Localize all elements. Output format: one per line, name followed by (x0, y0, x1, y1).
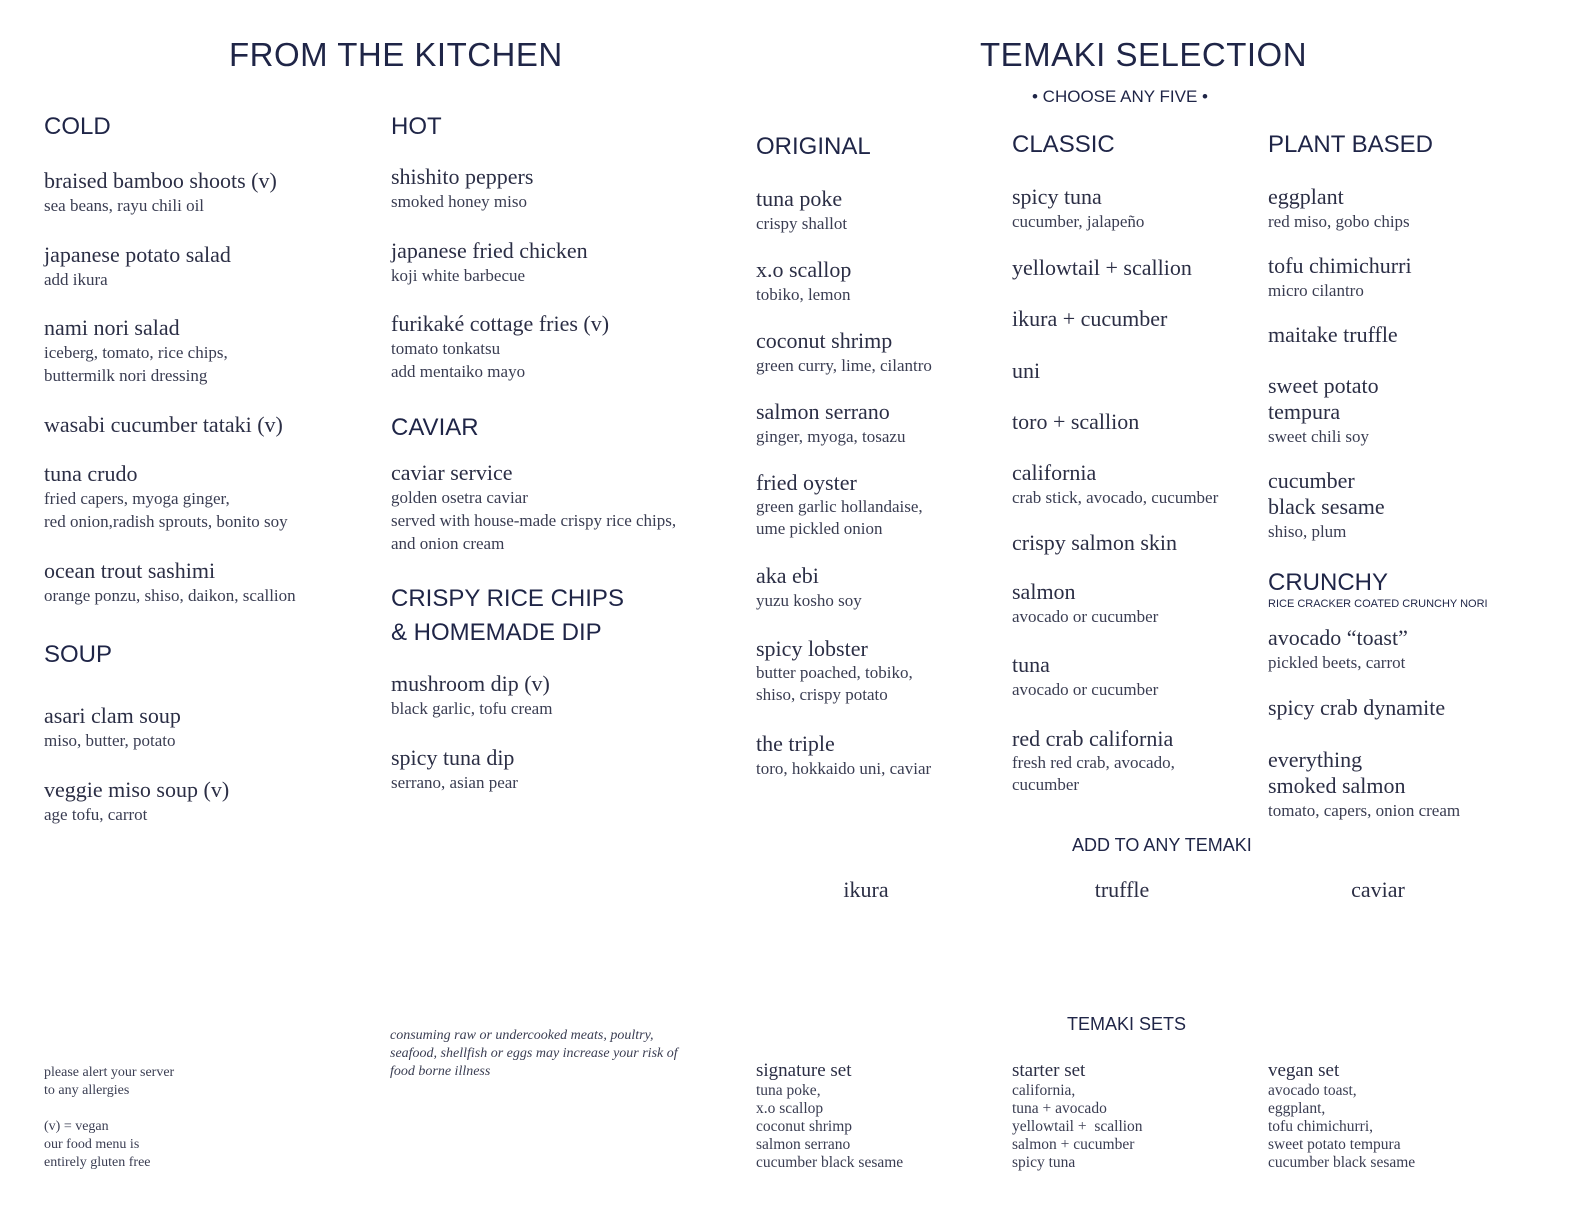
menu-item (1012, 306, 1257, 358)
item-desc: smoked honey miso (391, 192, 527, 211)
item-name: fried oyster (756, 470, 857, 495)
set-vegan (1268, 1060, 1508, 1172)
item-name: coconut shrimp (756, 328, 893, 353)
set-line: tuna + avocado (1012, 1100, 1107, 1117)
menu-item (1012, 358, 1257, 409)
addon-ikura: ikura (843, 877, 889, 902)
menu-item (44, 168, 364, 242)
item-name: tuna crudo (44, 461, 138, 486)
item-desc: buttermilk nori dressing (44, 366, 208, 385)
menu-item (391, 164, 721, 238)
set-line: spicy tuna (1012, 1154, 1076, 1171)
item-desc: cucumber (1012, 775, 1080, 794)
set-line: avocado toast, (1268, 1082, 1357, 1099)
original-items (756, 186, 1001, 780)
original-heading: ORIGINAL (756, 133, 871, 160)
menu-item (391, 460, 721, 555)
soup-heading: SOUP (44, 641, 113, 668)
set-name: signature set (756, 1060, 852, 1081)
item-desc: pickled beets, carrot (1268, 653, 1406, 672)
item-name: avocado “toast” (1268, 625, 1408, 650)
set-starter (1012, 1060, 1252, 1172)
note-line: consuming raw or undercooked meats, poultry, (390, 1028, 654, 1043)
item-name: spicy tuna dip (391, 745, 515, 770)
item-name: toro + scallion (1012, 409, 1140, 434)
note-line: entirely gluten free (44, 1155, 151, 1170)
menu-item (44, 412, 364, 461)
item-desc: shiso, plum (1268, 522, 1347, 541)
item-name: shishito peppers (391, 164, 534, 189)
item-desc: red miso, gobo chips (1268, 212, 1410, 231)
set-line: sweet potato tempura (1268, 1136, 1401, 1153)
soup-items (44, 703, 364, 827)
note-line: food borne illness (390, 1064, 491, 1079)
item-desc: served with house-made crispy rice chips, (391, 511, 677, 530)
item-desc: black garlic, tofu cream (391, 699, 553, 718)
caviar-heading: CAVIAR (391, 414, 479, 441)
item-name: furikaké cottage fries (v) (391, 311, 610, 336)
menu-item (1012, 460, 1257, 530)
menu-item (44, 315, 364, 412)
item-name: cucumber (1268, 468, 1355, 493)
plant-items (1268, 184, 1568, 543)
item-name: spicy tuna (1012, 184, 1102, 209)
item-desc: toro, hokkaido uni, caviar (756, 759, 932, 778)
set-name: starter set (1012, 1060, 1086, 1081)
item-desc: crab stick, avocado, cucumber (1012, 488, 1219, 507)
set-line: yellowtail + scallion (1012, 1118, 1143, 1135)
item-name: veggie miso soup (v) (44, 777, 230, 802)
item-name: uni (1012, 358, 1041, 383)
item-name: sweet potato (1268, 373, 1379, 398)
menu-item (1268, 747, 1568, 822)
allergy-note (44, 1064, 174, 1100)
vegan-note (44, 1118, 151, 1172)
sets-heading: TEMAKI SETS (1067, 1014, 1187, 1034)
item-name: asari clam soup (44, 703, 181, 728)
item-desc: tomato, capers, onion cream (1268, 801, 1461, 820)
item-name: everything (1268, 747, 1363, 772)
item-name: tempura (1268, 399, 1341, 424)
item-desc: ginger, myoga, tosazu (756, 427, 906, 446)
item-name: braised bamboo shoots (v) (44, 168, 277, 193)
note-line: please alert your server (44, 1065, 175, 1080)
crunchy-heading: CRUNCHY (1268, 569, 1388, 596)
item-name: california (1012, 460, 1097, 485)
item-desc: miso, butter, potato (44, 731, 176, 750)
item-name: smoked salmon (1268, 773, 1406, 798)
menu-item (391, 671, 721, 745)
cold-heading: COLD (44, 113, 111, 140)
crunchy-subheading: RICE CRACKER COATED CRUNCHY NORI (1268, 598, 1488, 610)
crunchy-items (1268, 625, 1568, 822)
item-name: red crab california (1012, 726, 1174, 751)
item-name: x.o scallop (756, 257, 852, 282)
menu-item (391, 745, 721, 795)
item-name: caviar service (391, 460, 513, 485)
item-desc: tobiko, lemon (756, 285, 851, 304)
set-line: salmon serrano (756, 1136, 851, 1153)
item-desc: and onion cream (391, 534, 505, 553)
item-desc: add mentaiko mayo (391, 362, 526, 381)
item-desc: butter poached, tobiko, (756, 663, 913, 682)
set-signature (756, 1060, 996, 1172)
item-desc: age tofu, carrot (44, 805, 148, 824)
item-desc: crispy shallot (756, 214, 848, 233)
chips-items (391, 671, 721, 795)
note-line: our food menu is (44, 1137, 140, 1152)
item-desc: sweet chili soy (1268, 427, 1370, 446)
item-name: eggplant (1268, 184, 1344, 209)
item-desc: iceberg, tomato, rice chips, (44, 343, 228, 362)
set-line: cucumber black sesame (756, 1154, 904, 1171)
menu-item (1012, 652, 1257, 726)
item-desc: avocado or cucumber (1012, 607, 1159, 626)
item-name: japanese potato salad (44, 242, 231, 267)
item-name: spicy crab dynamite (1268, 695, 1446, 720)
item-name: ikura + cucumber (1012, 306, 1168, 331)
item-name: japanese fried chicken (391, 238, 588, 263)
menu-item (756, 636, 1001, 731)
set-line: tuna poke, (756, 1082, 821, 1099)
set-line: cucumber black sesame (1268, 1154, 1416, 1171)
menu-item (1012, 579, 1257, 652)
item-name: spicy lobster (756, 636, 868, 661)
addon-caviar: caviar (1351, 877, 1405, 902)
chips-heading-line1: CRISPY RICE CHIPS (391, 585, 624, 612)
item-name: tuna poke (756, 186, 843, 211)
menu-item (756, 186, 1001, 257)
item-name: crispy salmon skin (1012, 530, 1177, 555)
set-name: vegan set (1268, 1060, 1340, 1081)
kitchen-title: FROM THE KITCHEN (229, 36, 563, 73)
item-desc: koji white barbecue (391, 266, 526, 285)
item-name: tofu chimichurri (1268, 253, 1412, 278)
note-line: seafood, shellfish or eggs may increase your risk of (390, 1046, 678, 1061)
note-line: (v) = vegan (44, 1119, 109, 1134)
hot-heading: HOT (391, 113, 442, 140)
menu-item (391, 311, 721, 385)
menu-item (756, 257, 1001, 328)
set-line: tofu chimichurri, (1268, 1118, 1374, 1135)
item-name: mushroom dip (v) (391, 671, 550, 696)
item-desc: green garlic hollandaise, (756, 497, 923, 516)
temaki-title: TEMAKI SELECTION (980, 36, 1308, 73)
item-name: tuna (1012, 652, 1050, 677)
item-desc: green curry, lime, cilantro (756, 356, 932, 375)
menu-item (1268, 695, 1568, 747)
cold-items (44, 168, 364, 608)
item-name: nami nori salad (44, 315, 180, 340)
item-desc: cucumber, jalapeño (1012, 212, 1145, 231)
menu-item (1012, 726, 1257, 796)
menu-item (44, 461, 364, 558)
item-name: salmon serrano (756, 399, 890, 424)
menu-item (44, 242, 364, 315)
menu-item (756, 328, 1001, 399)
menu-item (44, 777, 364, 827)
item-name: the triple (756, 731, 835, 756)
consumer-advisory (390, 1027, 678, 1081)
temaki-subtitle: • CHOOSE ANY FIVE • (1032, 87, 1208, 106)
item-desc: ume pickled onion (756, 519, 883, 538)
item-desc: avocado or cucumber (1012, 680, 1159, 699)
item-name: salmon (1012, 579, 1076, 604)
menu-item (44, 558, 364, 608)
item-desc: fresh red crab, avocado, (1012, 753, 1175, 772)
addon-truffle: truffle (1094, 877, 1150, 902)
set-line: salmon + cucumber (1012, 1136, 1135, 1153)
menu-item (1012, 255, 1257, 306)
menu-item (44, 703, 364, 777)
item-desc: tomato tonkatsu (391, 339, 501, 358)
hot-items (391, 164, 721, 385)
item-desc: fried capers, myoga ginger, (44, 489, 230, 508)
item-desc: serrano, asian pear (391, 773, 518, 792)
item-desc: add ikura (44, 270, 108, 289)
menu-item (1268, 625, 1568, 695)
menu-item (1268, 468, 1568, 543)
set-line: california, (1012, 1082, 1076, 1099)
chips-heading-line2: & HOMEMADE DIP (391, 619, 602, 646)
classic-heading: CLASSIC (1012, 131, 1115, 158)
item-name: yellowtail + scallion (1012, 255, 1192, 280)
menu-item (1268, 253, 1568, 322)
caviar-items (391, 460, 721, 555)
item-name: ocean trout sashimi (44, 558, 216, 583)
item-desc: orange ponzu, shiso, daikon, scallion (44, 586, 296, 605)
item-name: black sesame (1268, 494, 1385, 519)
menu-item (756, 563, 1001, 636)
plant-heading: PLANT BASED (1268, 131, 1433, 158)
menu-item (391, 238, 721, 311)
addons-heading: ADD TO ANY TEMAKI (1072, 835, 1252, 855)
menu-item (1012, 530, 1257, 579)
set-line: coconut shrimp (756, 1118, 852, 1135)
item-desc: red onion,radish sprouts, bonito soy (44, 512, 288, 531)
menu-item (756, 470, 1001, 563)
menu-item (1268, 373, 1568, 468)
item-desc: golden osetra caviar (391, 488, 528, 507)
item-desc: shiso, crispy potato (756, 685, 888, 704)
set-line: x.o scallop (756, 1100, 824, 1117)
menu-item (1012, 409, 1257, 460)
menu-item (756, 731, 1001, 780)
menu-item (1012, 184, 1257, 255)
item-name: wasabi cucumber tataki (v) (44, 412, 283, 437)
classic-items (1012, 184, 1257, 796)
note-line: to any allergies (44, 1083, 130, 1098)
menu-item (1268, 322, 1568, 373)
item-name: maitake truffle (1268, 322, 1398, 347)
item-desc: yuzu kosho soy (756, 591, 862, 610)
menu-item (756, 399, 1001, 470)
item-desc: micro cilantro (1268, 281, 1364, 300)
item-desc: sea beans, rayu chili oil (44, 196, 205, 215)
menu-item (1268, 184, 1568, 253)
item-name: aka ebi (756, 563, 819, 588)
set-line: eggplant, (1268, 1100, 1326, 1117)
